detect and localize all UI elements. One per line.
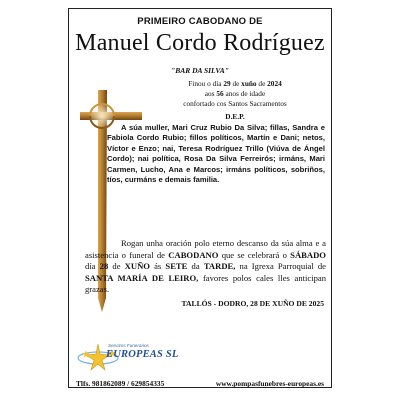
deceased-name: Manuel Cordo Rodríguez xyxy=(75,30,325,56)
family-text: A súa muller, Mari Cruz Rubio Da Silva; fillas, Sandra e Fabiola Cordo Rubio; fillos políticos, Martín e Dani; netos, Víctor e Enzo; nai, Teresa Rodríguez Trillo (Viúva de Ángel Cordo); nai política, Rosa Da Silva Ferreirós; irmáns, Mari Carmen, Lucho, Ana e Marcos; irmáns políticos, sobriños, tíos, curmáns e demais familia. xyxy=(107,123,325,185)
dep-label: D.E.P. xyxy=(225,112,245,121)
notice-title: PRIMEIRO CABODANO DE xyxy=(137,16,263,27)
age-line: aos 56 anos de idade xyxy=(204,89,266,98)
logo-subtitle: Servizos Funerarios xyxy=(108,343,149,348)
phone-numbers: Tlfs. 981862089 / 629854335 xyxy=(76,379,165,388)
website-link[interactable]: www.pompasfunebres-europeas.es xyxy=(215,379,324,388)
sacraments-line: confortado cos Santos Sacramentos xyxy=(183,99,287,108)
death-details xyxy=(150,79,320,109)
logo-name: EUROPEAS SL xyxy=(106,349,179,360)
prayer-text: Rogan unha oración polo eterno descanso da súa alma e a asistencia o funeral de CABODANO que se celebrará o SÁBADO día 28 de XUÑO ás SETE da TARDE, na Igrexa Parroquial de SANTA MARÍA DE LEIRO, favores polos cales lles anticipan grazas. xyxy=(85,238,326,295)
deceased-nickname: "BAR DA SILVA" xyxy=(171,66,229,75)
death-date-line: Finou o día 29 de xuño de 2024 xyxy=(188,79,282,88)
place-date: TALLÓS - DODRO, 28 DE XUÑO DE 2025 xyxy=(181,299,324,308)
